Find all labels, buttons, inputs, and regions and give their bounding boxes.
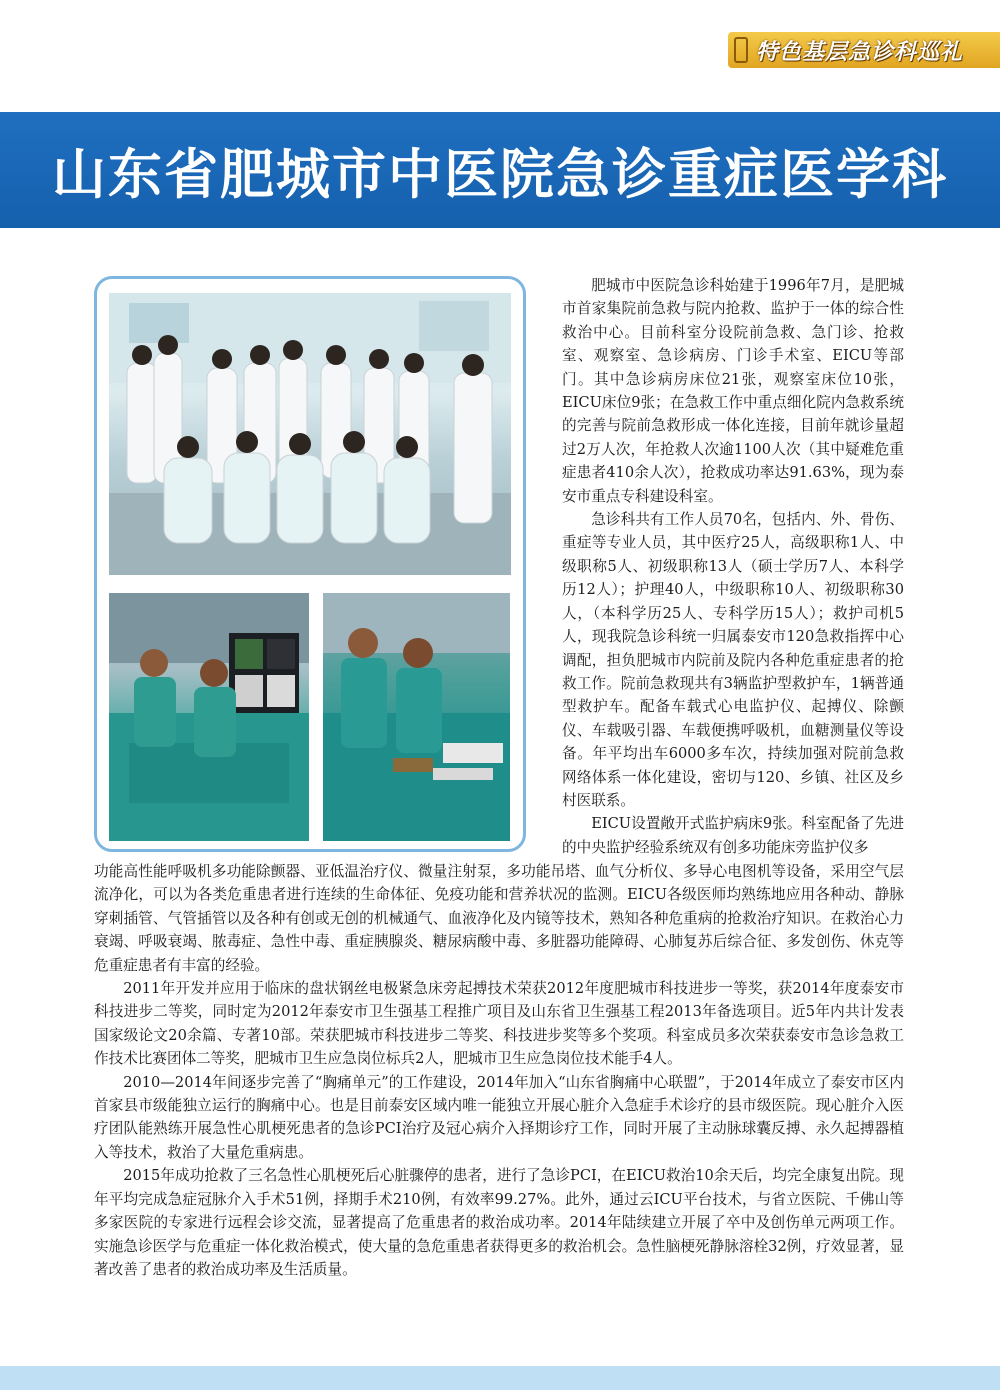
- paragraph: 急诊科共有工作人员70名，包括内、外、骨伤、重症等专业人员，其中医疗25人，高级职称1人、中级职称5人、初级职称13人（硕士学历7人、本科学历12人）；护理40人，中级职称10人、初级职称30人，（本科学历25人、专科学历15人）；救护司机5人，现我院急诊科统一归属泰安市120急救指挥中心调配，担负肥城市内院前及院内各种危重症患者的抢救工作。院前急救现共有3辆监护型救护车，1辆普通型救护车。配备车载式心电监护仪、起搏仪、除颤仪、车载吸引器、车载便携呼吸机，血糖测量仪等设备。年平均出车6000多车次，持续加强对院前急救网络体系一体化建设，密切与120、乡镇、社区及乡村医联系。: [562, 511, 904, 809]
- team-photo: [109, 293, 511, 575]
- article-body-full-width: [94, 860, 904, 1281]
- page-title: 山东省肥城市中医院急诊重症医学科: [52, 141, 948, 206]
- bottom-band: [0, 1366, 1000, 1390]
- paragraph: 功能高性能呼吸机多功能除颤器、亚低温治疗仪、微量注射泵，多功能吊塔、血气分析仪、多导心电图机等设备，采用空气层流净化，可以为各类危重患者进行连续的生命体征、免疫功能和营养状况的监测。EICU各级医师均熟练地应用各种动、静脉穿刺插管、气管插管以及各种有创或无创的机械通气、血液净化及内镜等技术，熟知各种危重病的抢救治疗知识。在救治心力衰竭、呼吸衰竭、脓毒症、急性中毒、重症胰腺炎、糖尿病酸中毒、多脏器功能障碍、心肺复苏后综合征、多发创伤、休克等危重症患者有丰富的经验。: [94, 863, 904, 974]
- paragraph: 2015年成功抢救了三名急性心肌梗死后心脏骤停的患者，进行了急诊PCI，在EICU救治10余天后，均完全康复出院。现年平均完成急症冠脉介入手术51例，择期手术210例，有效率99.27%。此外，通过云ICU平台技术，与省立医院、千佛山等多家医院的专家进行远程会诊交流，显著提高了危重患者的救治成功率。2014年陆续建立开展了卒中及创伤单元两项工作。实施急诊医学与危重症一体化救治模式，使大量的急危重患者获得更多的救治机会。急性脑梗死静脉溶栓32例，疗效显著，显著改善了患者的救治成功率及生活质量。: [94, 1167, 904, 1278]
- title-banner: [0, 112, 1000, 228]
- paragraph: 2010—2014年间逐步完善了“胸痛单元”的工作建设，2014年加入“山东省胸痛中心联盟”，于2014年成立了泰安市区内首家县市级能独立运行的胸痛中心。也是目前泰安区域内唯一能独立开展心脏介入急症手术诊疗的县市级医院。现心脏介入医疗团队能熟练开展急性心肌梗死患者的急诊PCI治疗及冠心病介入择期诊疗工作，同时开展了主动脉球囊反搏、永久起搏器植入等技术，救治了大量危重病患。: [94, 1073, 904, 1161]
- operating-room-photo-1: [109, 593, 309, 841]
- paragraph: 2011年开发并应用于临床的盘状钢丝电极紧急床旁起搏技术荣获2012年度肥城市科技进步一等奖，获2014年度泰安市科技进步二等奖，同时定为2012年泰安市卫生强基工程推广项目及山东省卫生强基工程2013年备选项目。近5年内共计发表国家级论文20余篇、专著10部。荣获肥城市科技进步二等奖、科技进步奖等多个奖项。科室成员多次荣获泰安市急诊急救工作技术比赛团体二等奖，肥城市卫生应急岗位标兵2人，肥城市卫生应急岗位技术能手4人。: [94, 980, 904, 1068]
- operating-room-photo-2: [323, 593, 510, 841]
- article-column-right: [562, 274, 904, 859]
- team-photo-illustration: [109, 293, 511, 575]
- photo-frame: [94, 276, 526, 852]
- paragraph: EICU设置敞开式监护病床9张。科室配备了先进的中央监护经验系统双有创多功能床旁监护仪多: [562, 815, 904, 856]
- paragraph: 肥城市中医院急诊科始建于1996年7月，是肥城市首家集院前急救与院内抢救、监护于一体的综合性救治中心。目前科室分设院前急救、急门诊、抢救室、观察室、急诊病房、门诊手术室、EICU等部门。其中急诊病房床位21张，观察室床位10张，EICU床位9张；在急救工作中重点细化院内急救系统的完善与院前急救形成一体化连接，目前年就诊量超过2万人次，年抢救人次逾1100人次（其中疑难危重症患者410余人次），抢救成功率达91.63%，现为泰安市重点专科建设科室。: [562, 277, 904, 505]
- column-label: [728, 32, 1000, 68]
- column-label-text: 特色基层急诊科巡礼: [756, 39, 964, 65]
- operating-room-illustration-2: [323, 593, 510, 841]
- operating-room-illustration-1: [109, 593, 309, 841]
